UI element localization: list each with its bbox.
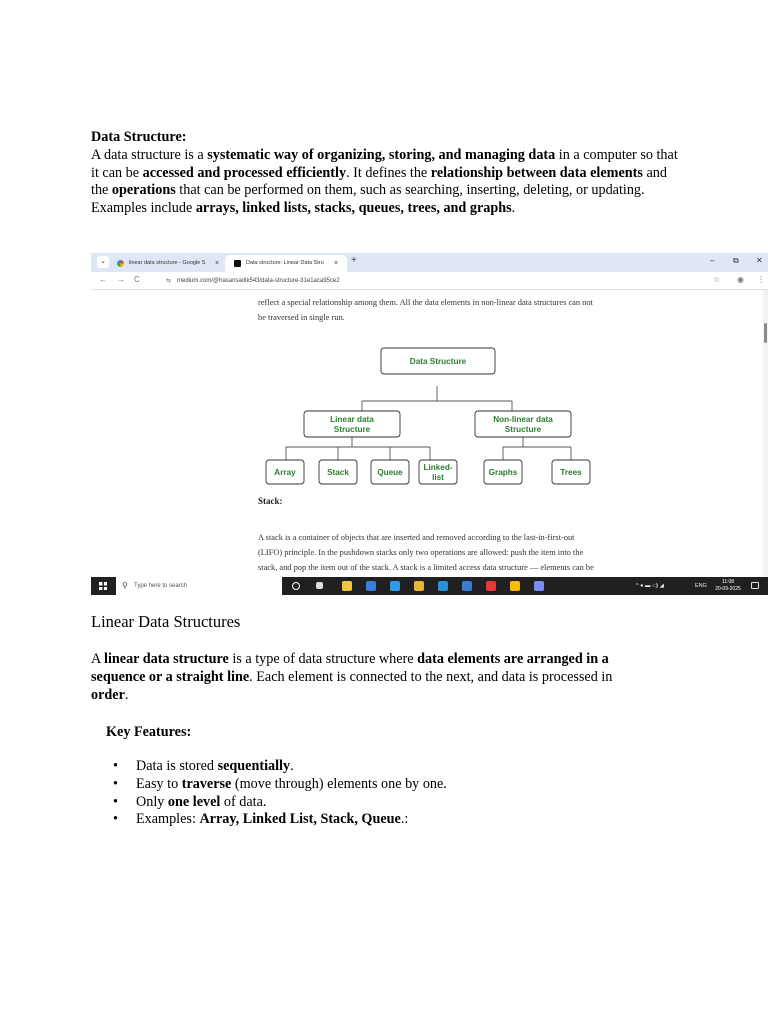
forward-arrow-icon[interactable]: →	[117, 275, 125, 284]
new-tab-button[interactable]: +	[351, 255, 357, 266]
text-run: .	[511, 200, 516, 217]
back-arrow-icon[interactable]: ←	[99, 275, 107, 284]
reload-icon[interactable]: C	[134, 275, 140, 284]
bookmark-star-icon[interactable]: ☆	[713, 275, 721, 284]
address-bar	[91, 272, 768, 290]
bold-run: order	[91, 686, 125, 703]
tab-label: linear data structure - Google S	[129, 260, 206, 266]
text-run: . It defines the	[346, 164, 431, 181]
clock-time: 11:08	[721, 579, 735, 585]
site-info-icon[interactable]: ⇆	[166, 278, 172, 284]
article-viewport	[91, 290, 763, 577]
node-stack-label: Stack	[327, 468, 349, 477]
key-features-heading: Key Features:	[106, 724, 192, 740]
list-item	[91, 811, 691, 829]
windows-taskbar	[91, 577, 768, 595]
bold-run: traverse	[181, 775, 232, 792]
taskbar-app-icon[interactable]	[342, 581, 352, 591]
intro-section	[91, 129, 681, 218]
text-run: .:	[400, 811, 409, 828]
window-close-icon[interactable]: ✕	[756, 256, 763, 265]
taskbar-app-icon[interactable]	[438, 581, 448, 591]
node-nonlinear-label-line2: Structure	[504, 425, 542, 434]
node-graphs-label: Graphs	[488, 468, 518, 477]
taskbar-app-icon[interactable]	[390, 581, 400, 591]
tray-icons[interactable]: ^ ● ▬ ◁) ◢	[636, 583, 664, 589]
tab-label: Data structure: Linear Data Stru	[246, 260, 324, 266]
text-run: (move through) elements one by one.	[231, 775, 447, 792]
taskbar-app-icon[interactable]	[534, 581, 544, 591]
bold-run: Array, Linked List, Stack, Queue	[199, 811, 401, 828]
url-field[interactable]	[166, 277, 340, 284]
language-indicator[interactable]: ENG	[695, 583, 707, 589]
node-linear-label-line1: Linear data	[330, 415, 374, 424]
cortana-icon[interactable]	[292, 582, 300, 590]
bold-run: relationship between data elements	[430, 164, 643, 181]
examples-paragraph	[91, 200, 681, 218]
text-run: Data is stored	[136, 758, 218, 774]
node-queue-label: Queue	[377, 468, 403, 477]
bold-run: one level	[167, 793, 221, 810]
tab-search-icon[interactable]: ⌄	[97, 256, 109, 268]
text-run: A data structure is a	[91, 146, 208, 163]
tab-medium-article[interactable]	[225, 255, 347, 272]
text-run: in a computer so that it can be	[91, 146, 678, 181]
connector-root	[362, 386, 512, 411]
url-text: medium.com/@hasansadik543/data-structure-31e1aca95ce2	[177, 278, 340, 284]
bold-run: arrays, linked lists, stacks, queues, trees, and graphs	[195, 200, 512, 217]
google-favicon-icon	[117, 260, 124, 267]
clock-date: 20-09-2025	[715, 586, 741, 592]
text-run: Examples include	[91, 200, 196, 217]
close-icon[interactable]: ×	[334, 260, 339, 267]
text-run: A	[91, 651, 105, 667]
restore-icon[interactable]: ⧉	[733, 256, 739, 265]
menu-icon[interactable]: ⋮	[757, 275, 765, 284]
node-array-label: Array	[274, 468, 296, 477]
text-run: .	[124, 686, 129, 703]
bold-run: accessed and processed efficiently	[142, 164, 347, 181]
search-placeholder: Type here to search	[134, 583, 188, 589]
browser-tab-bar	[91, 253, 768, 272]
text-run: .	[290, 758, 294, 774]
list-item	[91, 794, 691, 812]
linear-definition-paragraph	[91, 651, 651, 704]
text-run: Easy to	[136, 775, 182, 792]
task-view-icon[interactable]	[316, 582, 323, 589]
taskbar-app-icon[interactable]	[414, 581, 424, 591]
node-root-label: Data Structure	[409, 357, 467, 366]
node-trees-label: Trees	[560, 468, 582, 477]
scrollbar-thumb[interactable]	[764, 323, 767, 343]
medium-favicon-icon	[234, 260, 241, 267]
taskbar-app-icon[interactable]	[366, 581, 376, 591]
definition-paragraph	[91, 147, 681, 200]
bold-run: systematic way of organizing, storing, and managing data	[207, 146, 556, 163]
notification-icon[interactable]	[751, 582, 759, 589]
key-features-list	[91, 758, 691, 829]
text-run: and the	[91, 164, 667, 199]
taskbar-app-icon[interactable]	[486, 581, 496, 591]
bold-run: operations	[111, 182, 176, 199]
text-run: is a type of data structure where	[228, 651, 418, 667]
connector-linear	[286, 437, 430, 460]
list-item	[91, 758, 691, 776]
tab-google-search[interactable]	[108, 255, 228, 272]
windows-start-icon[interactable]	[99, 582, 107, 590]
list-item	[91, 776, 691, 794]
node-linear-label-line2: Structure	[333, 425, 371, 434]
linear-heading: Linear Data Structures	[91, 612, 241, 631]
text-run: of data.	[220, 793, 267, 810]
bold-run: linear data structure	[104, 651, 229, 667]
node-linked-list-label-line1: Linked-	[423, 463, 453, 472]
text-run: that can be performed on them, such as searching, inserting, deleting, or updating.	[175, 182, 645, 199]
taskbar-search-box[interactable]	[116, 577, 282, 595]
search-icon: ⚲	[122, 581, 128, 590]
taskbar-clock[interactable]	[711, 579, 745, 593]
text-run: . Each element is connected to the next, and data is processed in	[249, 668, 613, 685]
bold-run: data elements are arranged in a sequence or a straight line	[91, 651, 609, 685]
node-nonlinear-label-line1: Non-linear data	[493, 415, 553, 424]
connector-nonlinear	[503, 437, 571, 460]
section-title: Data Structure:	[91, 129, 187, 145]
text-run: Examples:	[136, 811, 200, 828]
text-run: Only	[136, 793, 168, 810]
minimize-icon[interactable]: –	[710, 256, 715, 265]
stack-heading: Stack:	[258, 496, 283, 506]
article-top-text: reflect a special relationship among them. All the data elements in non-linear data structures can not be traversed in single run.	[258, 298, 593, 322]
stack-description: A stack is a container of objects that are inserted and removed according to the last-in-first-out (LIFO) principle. In the pushdown stacks only two operations are allowed: push the item into the stack, and pop the item out of the stack. A stack is a limited access data structure — elements can be	[258, 533, 594, 572]
taskbar-app-icon[interactable]	[510, 581, 520, 591]
close-icon[interactable]: ×	[215, 260, 220, 267]
profile-icon[interactable]: ◉	[737, 275, 744, 284]
bold-run: sequentially	[217, 758, 291, 774]
node-linked-list-label-line2: list	[432, 473, 444, 482]
embedded-browser-screenshot	[91, 253, 768, 595]
taskbar-app-icon[interactable]	[462, 581, 472, 591]
